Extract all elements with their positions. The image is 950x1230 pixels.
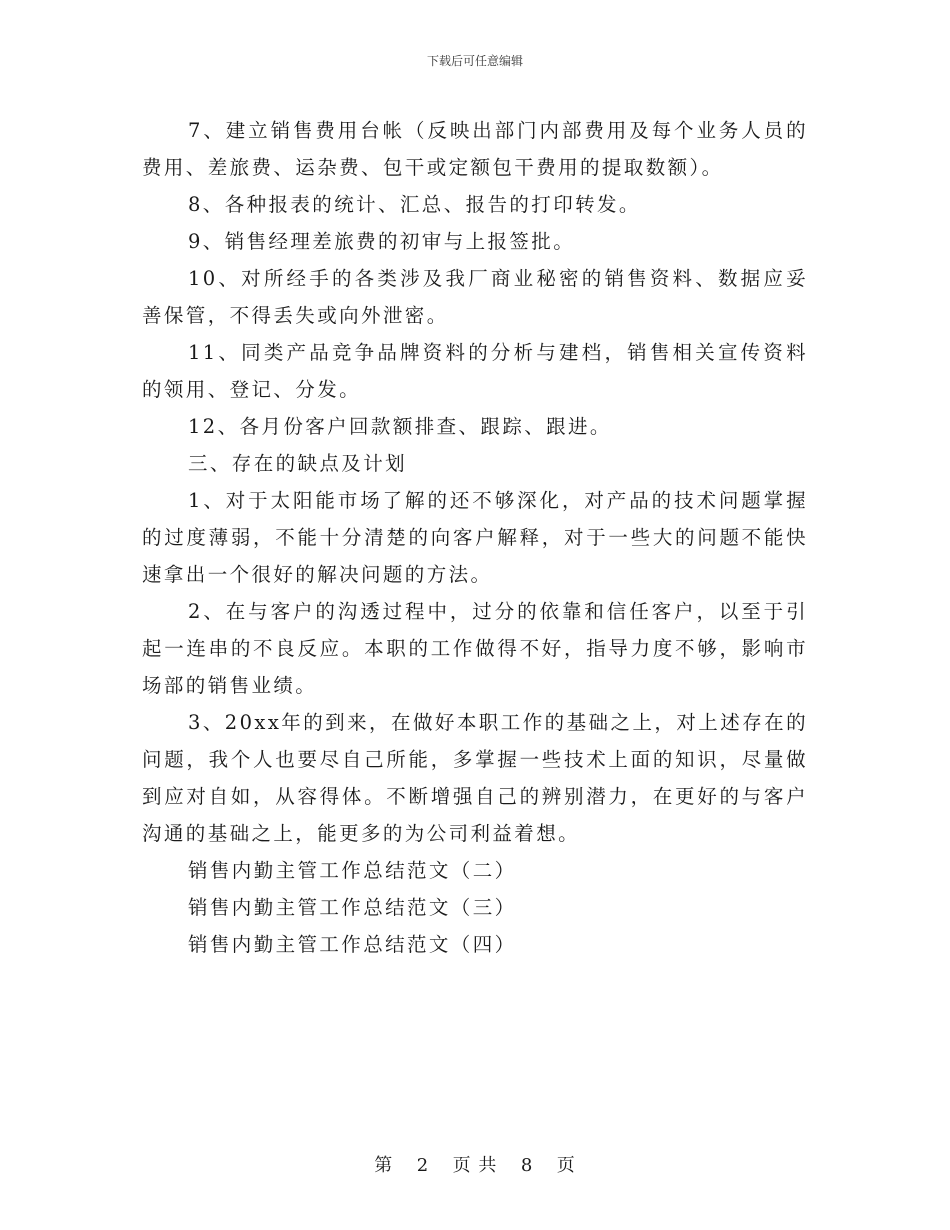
related-title-2: 销售内勤主管工作总结范文（二） <box>188 859 517 882</box>
paragraph-item-12: 12、各月份客户回款额排查、跟踪、跟进。 <box>188 415 612 438</box>
document-body <box>142 112 808 963</box>
page-number-footer <box>0 1155 950 1177</box>
paragraph-item-11: 11、同类产品竞争品牌资料的分析与建档，销售相关宣传资料的领用、登记、分发。 <box>142 341 808 401</box>
paragraph-item-7: 7、建立销售费用台帐（反映出部门内部费用及每个业务人员的费用、差旅费、运杂费、包干或定额包干费用的提取数额）。 <box>142 119 808 179</box>
current-page-number: 2 <box>416 1155 430 1176</box>
related-title-3: 销售内勤主管工作总结范文（三） <box>188 896 517 919</box>
total-pages-number: 8 <box>520 1155 534 1176</box>
paragraph-plan-3: 3、20xx年的到来，在做好本职工作的基础之上，对上述存在的问题，我个人也要尽自己所能，多掌握一些技术上面的知识，尽量做到应对自如，从容得体。不断增强自己的辨别潜力，在更好的与客户沟通的基础之上，能更多的为公司利益着想。 <box>142 711 808 845</box>
paragraph-plan-2: 2、在与客户的沟透过程中，过分的依靠和信任客户，以至于引起一连串的不良反应。本职的工作做得不好，指导力度不够，影响市场部的销售业绩。 <box>142 600 808 697</box>
paragraph-item-8: 8、各种报表的统计、汇总、报告的打印转发。 <box>188 193 641 216</box>
page-label-mid: 页 共 <box>452 1155 498 1176</box>
related-title-4: 销售内勤主管工作总结范文（四） <box>188 933 517 956</box>
section-heading: 三、存在的缺点及计划 <box>188 452 408 475</box>
page-label-prefix: 第 <box>374 1155 394 1176</box>
paragraph-item-9: 9、销售经理差旅费的初审与上报签批。 <box>188 230 576 253</box>
paragraph-item-10: 10、对所经手的各类涉及我厂商业秘密的销售资料、数据应妥善保管，不得丢失或向外泄密。 <box>142 267 808 327</box>
paragraph-plan-1: 1、对于太阳能市场了解的还不够深化，对产品的技术问题掌握的过度薄弱，不能十分清楚的向客户解释，对于一些大的问题不能快速拿出一个很好的解决问题的方法。 <box>142 489 808 586</box>
page-header: 下载后可任意编辑 <box>426 54 523 68</box>
page-label-suffix: 页 <box>556 1155 576 1176</box>
